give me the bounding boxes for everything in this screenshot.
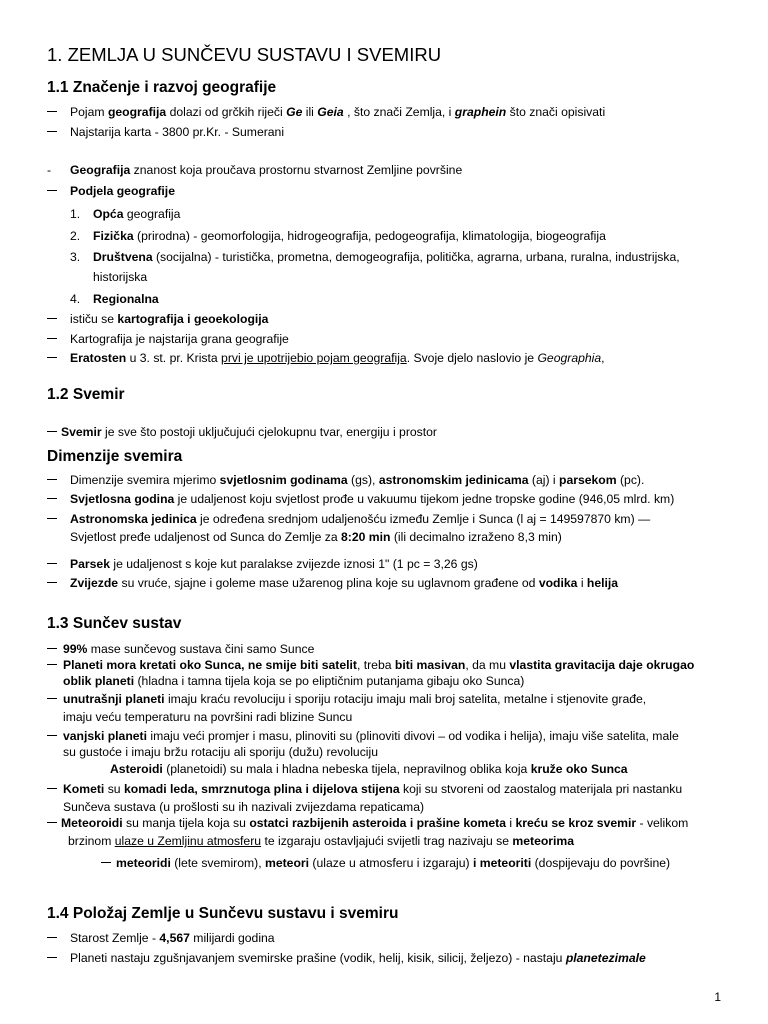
text-run: vanjski planeti [63,729,147,743]
list-item-continuation [93,269,147,285]
text-run: helija [586,576,619,590]
text-line [70,575,618,591]
text-run: Regionalna [93,292,159,306]
dash-marker [101,862,111,863]
text-line-continuation [63,744,378,760]
text-run: Kartografija je najstarija grana geografije [70,332,289,346]
text-line-continuation [70,529,562,545]
text-run: i meteoriti [472,856,532,870]
section-heading-1-1: 1.1 Značenje i razvoj geografije [47,79,277,96]
text-line [70,491,674,507]
text-run: svjetlosnim godinama [219,473,348,487]
list-item [93,228,606,244]
text-run: brzinom [68,834,115,848]
text-run: Sunčeva sustava (u prošlosti su ih nazivali zvijezdama repaticama) [63,800,425,814]
text-run: Eratosten [70,351,127,365]
dash-marker [47,498,57,499]
text-run: Društvena [93,250,153,264]
text-run: 8:20 min [341,530,391,544]
text-line [70,162,462,178]
text-run: su gustoće i imaju bržu rotaciju ali sporiju (dužu) revoluciju [63,745,378,759]
text-run: imaju veću temperaturu na površini radi blizine Suncu [63,710,353,724]
text-run: , da mu [465,658,510,672]
text-run: mase sunčevog sustava čini samo Sunce [87,642,315,656]
dash-marker [47,957,57,958]
text-run: (prirodna) - geomorfologija, hidrogeografija, pedogeografija, klimatologija, biogeografija [133,229,606,243]
section-heading-1-4: 1.4 Položaj Zemlje u Sunčevu sustavu i svemiru [47,905,399,922]
text-line [110,761,628,777]
text-run: - velikom [636,816,689,830]
text-line [61,815,688,831]
text-run: (aj) i [528,473,559,487]
text-run: Pojam [70,105,108,119]
text-run: Fizička [93,229,134,243]
text-run: imaju veći promjer i masu, plinoviti su (plinoviti divovi – od vodika i helija), imaju više satelita, male [147,729,679,743]
text-run: Astronomska jedinica [70,512,197,526]
subsection-heading: Dimenzije svemira [47,448,183,465]
list-number: 4. [70,292,81,306]
text-run: Planeti nastaju zgušnjavanjem svemirske prašine (vodik, helij, kisik, silicij, željezo) - nastaju [70,951,566,965]
text-run: (dospijevaju do površine) [531,856,671,870]
text-run: te izgaraju ostavljajući svijetli trag nazivaju se [261,834,513,848]
text-run: . Svoje djelo naslovio je [406,351,538,365]
text-line [63,641,314,657]
text-run: dolazi od grčkih riječi [166,105,287,119]
text-run: je udaljenost s koje kut paralakse zvijezde iznosi 1" (1 pc = 3,26 gs) [109,557,478,571]
text-run: kreću se kroz svemir [515,816,637,830]
text-run: oblik planeti [63,674,135,688]
text-run: meteori [265,856,310,870]
dash-marker [47,735,57,736]
text-line [70,511,650,527]
text-run: milijardi godina [189,931,275,945]
text-run: , što znači Zemlja, i [343,105,455,119]
text-run: u 3. st. pr. Krista [126,351,222,365]
text-run: , [601,351,605,365]
text-run: (planetoidi) su mala i hladna nebeska tijela, nepravilnog oblika koja [162,762,531,776]
text-run: Geographia [537,351,602,365]
dash-marker [47,664,57,665]
text-line [63,728,679,744]
text-run: što znači opisivati [506,105,606,119]
text-run: Kometi [63,782,105,796]
text-run: Opća [93,207,124,221]
dash-marker [47,518,57,519]
text-run: meteoridi [116,856,171,870]
text-run: ili [302,105,318,119]
dash-marker [47,479,57,480]
text-run: Dimenzije svemira mjerimo [70,473,220,487]
dash-marker [47,648,57,649]
list-number: 2. [70,229,81,243]
text-run: prvi je upotrijebio pojam geografija [221,351,407,365]
text-run: su manja tijela koja su [122,816,250,830]
text-run: planetezimale [565,951,646,965]
text-run: ističu se [70,312,118,326]
dash-marker [47,318,57,319]
text-run: parsekom [559,473,617,487]
text-run: historijska [93,270,148,284]
text-run: biti masivan [394,658,466,672]
text-run: Svjetlosna godina [70,492,175,506]
list-number: 3. [70,250,81,264]
text-line [70,124,284,140]
text-line [70,472,644,488]
text-run: Geia [317,105,344,119]
section-heading-1-3: 1.3 Sunčev sustav [47,615,182,632]
text-run: ulaze u Zemljinu atmosferu [114,834,262,848]
dash-marker [47,698,57,699]
text-run: (ili decimalno izraženo 8,3 min) [390,530,562,544]
text-line [63,781,682,797]
text-line [70,350,605,366]
text-run: meteorima [512,834,575,848]
text-run: su [104,782,124,796]
list-number: 1. [70,207,81,221]
text-run: vodika [538,576,578,590]
text-run: kartografija i geoekologija [117,312,269,326]
text-run: (socijalna) - turistička, prometna, demogeografija, politička, agrarna, urbana, ruralna, industrijska, [152,250,680,264]
text-line [70,950,646,966]
text-run: (ulaze u atmosferu i izgaraju) [309,856,473,870]
text-run: Najstarija karta - 3800 pr.Kr. - Sumerani [70,125,285,139]
text-run: (pc). [616,473,645,487]
text-run: , treba [356,658,395,672]
text-run: je udaljenost koju svjetlost prođe u vakuumu tijekom jedne tropske godine (946,05 mlrd. km) [174,492,675,506]
text-line [70,311,268,327]
dash-marker [47,822,57,823]
dash-marker [47,357,57,358]
page-number: 1 [714,990,721,1004]
list-item [93,206,180,222]
dash-marker [47,111,57,112]
text-run: 99% [63,642,88,656]
text-run: (hladna i tamna tijela koja se po eliptičnim putanjama gibaju oko Sunca) [134,674,525,688]
text-line [70,331,289,347]
text-line-continuation [63,673,524,689]
text-run: kruže oko Sunca [530,762,628,776]
text-line [70,183,175,199]
dash-marker [47,937,57,938]
dash-marker [47,431,57,432]
page-title: 1. ZEMLJA U SUNČEVU SUSTAVU I SVEMIRU [47,44,442,65]
hyphen-marker: - [47,163,52,177]
dash-marker [47,582,57,583]
text-line-continuation [68,833,574,849]
dash-marker [47,338,57,339]
text-run: graphein [454,105,507,119]
text-run: Svjetlost pređe udaljenost od Sunca do Zemlje za [70,530,341,544]
text-run: komadi leda, smrznutoga plina i dijelova stijena [123,782,400,796]
list-item [93,291,159,307]
text-run: Geografija [70,163,131,177]
text-run: unutrašnji planeti [63,692,165,706]
text-run: vlastita gravitacija daje okrugao [509,658,695,672]
dash-marker [47,788,57,789]
text-line-continuation [63,709,352,725]
text-line [63,657,694,673]
dash-marker [47,131,57,132]
text-line [116,855,670,871]
text-line [70,104,605,120]
text-line [70,556,478,572]
text-line [63,691,646,707]
text-line-continuation [63,799,424,815]
text-run: je sve što postoji uključujući cjelokupnu tvar, energiju i prostor [101,425,437,439]
text-run: Starost Zemlje - [70,931,160,945]
text-run: Asteroidi [110,762,163,776]
text-run: Meteoroidi [61,816,123,830]
text-run: ostatci razbijenih asteroida i prašine kometa [249,816,507,830]
text-run: Podjela geografije [70,184,175,198]
text-run: (gs), [347,473,379,487]
text-line [61,424,437,440]
text-run: je određena srednjom udaljenošću između Zemlje i Sunca (l aj = 149597870 km) — [196,512,651,526]
text-run: geografija [107,105,167,119]
dash-marker [47,563,57,564]
text-run: i [506,816,516,830]
text-run: Ge [286,105,303,119]
text-run: su vruće, sjajne i goleme mase užarenog plina koje su uglavnom građene od [118,576,539,590]
text-run: znanost koja proučava prostornu stvarnost Zemljine površine [130,163,463,177]
text-run: Zvijezde [70,576,119,590]
text-run: Planeti mora kretati oko Sunca, ne smije biti satelit [63,658,357,672]
text-run: geografija [123,207,181,221]
text-run: imaju kraću revoluciju i sporiju rotaciju imaju mali broj satelita, metalne i stjenovite građe, [164,692,647,706]
section-heading-1-2: 1.2 Svemir [47,386,125,403]
text-run: 4,567 [159,931,190,945]
text-run: koji su stvoreni od zaostalog materijala pri nastanku [399,782,683,796]
dash-marker [47,190,57,191]
list-item [93,249,680,265]
text-run: Parsek [70,557,110,571]
text-line [70,930,275,946]
text-run: i [577,576,587,590]
text-run: Svemir [61,425,102,439]
text-run: (lete svemirom), [170,856,265,870]
text-run: astronomskim jedinicama [378,473,529,487]
